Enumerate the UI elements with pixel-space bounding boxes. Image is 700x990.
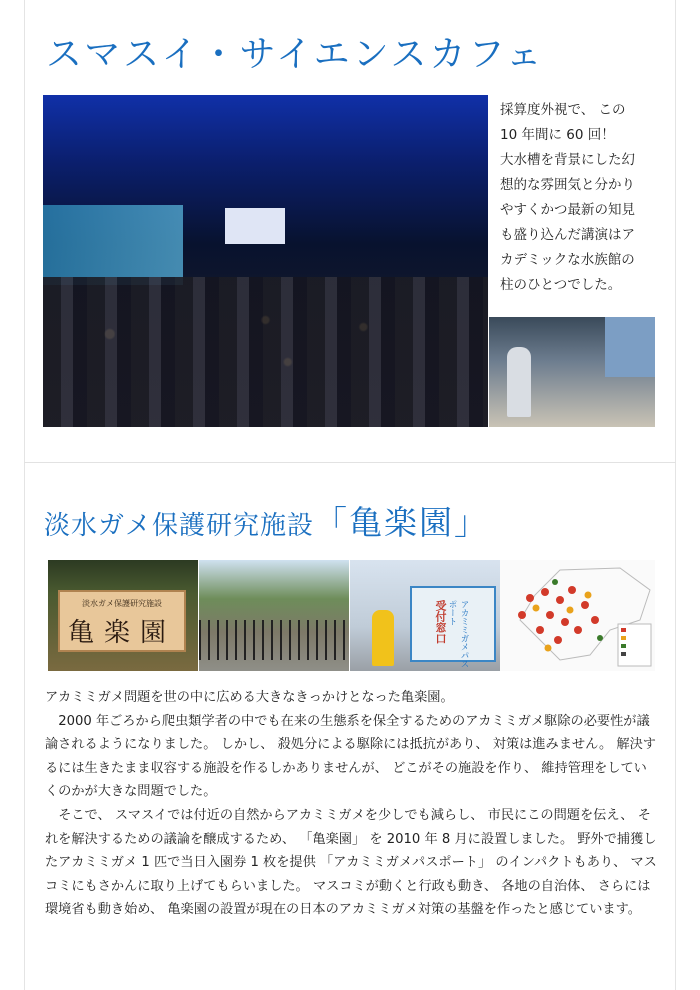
paragraph: 2000 年ごろから爬虫類学者の中でも在来の生態系を保全するためのアカミミガメ駆除の必要性が議論されるようになりました。 しかし、 殺処分による駆除には抵抗があり、 対策は進みません。 解決するには生きたまま収容する施設を作るしかありませんが、 どこがその施設を作り、 維持管理をしていくのかが大きな問題でした。 (45, 713, 656, 800)
caption-line: 採算度外視で、 この (500, 102, 626, 118)
booth-banner: アカミミガメパスポート (447, 600, 469, 668)
science-cafe-caption (500, 98, 650, 298)
distribution-map (500, 560, 655, 671)
science-cafe-photo (43, 95, 488, 427)
kamerakuen-sign-photo (48, 560, 198, 671)
fence (199, 620, 349, 660)
caption-line: 大水槽を背景にした幻 (500, 152, 635, 168)
facility-pond-photo (199, 560, 349, 671)
section-title-science-cafe: スマスイ・サイエンスカフェ (46, 34, 545, 75)
projection-screen (225, 208, 285, 244)
staff-figure (372, 610, 394, 666)
caption-line: も盛り込んだ講演はア (500, 227, 635, 243)
booth-sign: 受付窓口 (434, 600, 447, 644)
caption-line: 想的な雰囲気と分かり (500, 177, 635, 193)
caption-line: カデミックな水族館の (500, 252, 635, 268)
section-title-kamerakuen (44, 497, 489, 544)
caption-line: 10 年間に 60 回！ (500, 127, 615, 143)
audience-silhouettes (43, 277, 488, 427)
map-graphic (500, 560, 655, 671)
kamerakuen-body-text (45, 686, 657, 922)
section-divider (24, 462, 676, 463)
speaker-screen (605, 317, 655, 377)
speaker-photo (489, 317, 655, 427)
speaker-figure (507, 347, 531, 417)
sign-subtitle: 淡水ガメ保護研究施設 (82, 599, 162, 608)
passport-booth-photo (350, 560, 500, 671)
wooden-sign (58, 590, 186, 652)
title-main-text: 淡水ガメ保護研究施設 (44, 511, 315, 541)
caption-line: 柱のひとつでした。 (500, 277, 622, 293)
sign-name: 亀楽園 (67, 618, 176, 648)
caption-line: やすくかつ最新の知見 (500, 202, 635, 218)
title-bracket-text: 「亀楽園」 (314, 503, 490, 542)
paragraph: アカミミガメ問題を世の中に広める大きなきっかけとなった亀楽園。 (45, 690, 454, 705)
paragraph: そこで、 スマスイでは付近の自然からアカミミガメを少しでも減らし、 市民にこの問題を伝え、 それを解決するための議論を醸成するため、 「亀楽園」 を 2010 年 8 月に設置しました。 野外で捕獲したアカミミガメ 1 匹で当日入園券 1 枚を提供 「アカミミガメパスポート」 のインパクトもあり、 マスコミにもさかんに取り上げてもらいました。 マスコミが動くと行政も動き、 各地の自治体、 さらには環境省も動き始め、 亀楽園の設置が現在の日本のアカミミガメ対策の基盤を作ったと感じています。 (45, 807, 657, 918)
aquarium-tank-glow (43, 205, 183, 285)
